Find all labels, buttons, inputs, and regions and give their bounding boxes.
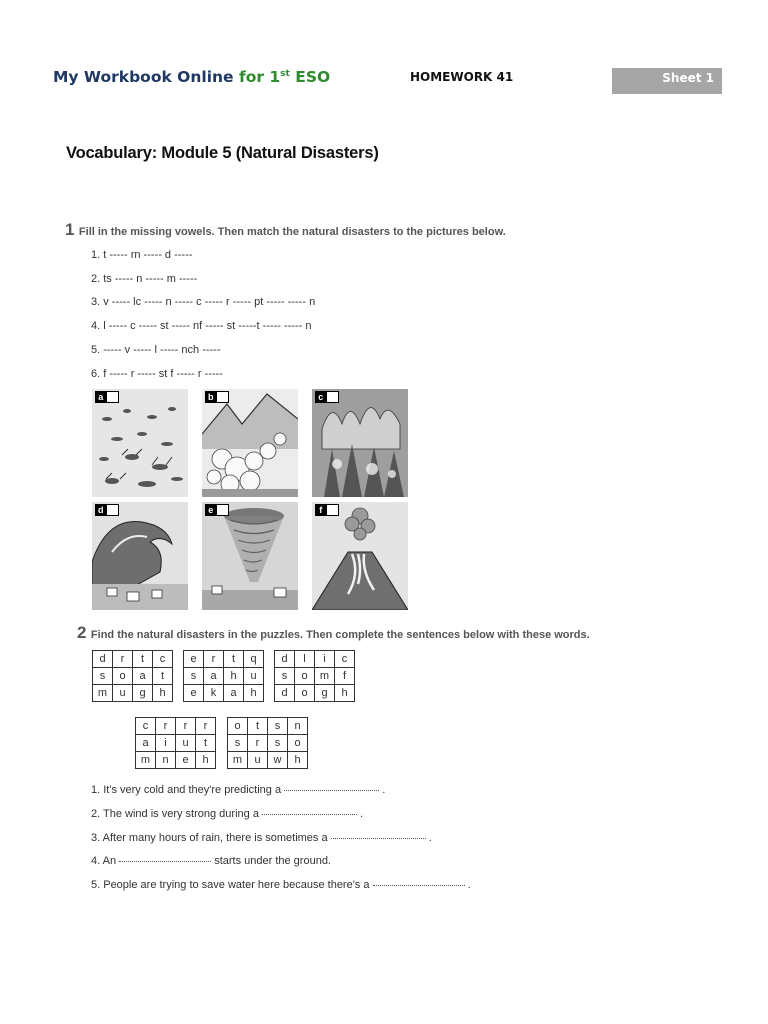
- puzzle-cell: h: [335, 685, 355, 702]
- puzzle-cell: o: [228, 718, 248, 735]
- exercise-2-instruction: Find the natural disasters in the puzzles. Then complete the sentences below with these words.: [90, 629, 590, 641]
- puzzle-cell: i: [315, 651, 335, 668]
- blank-1[interactable]: [284, 790, 379, 791]
- sentence-4-end: starts under the ground.: [211, 855, 331, 867]
- puzzle-cell: r: [113, 651, 133, 668]
- vowel-item-6: 6. f ----- r ----- st f ----- r -----: [91, 368, 223, 380]
- vowel-item-1: 1. t ----- rn ----- d -----: [91, 249, 193, 261]
- puzzle-cell: r: [248, 735, 268, 752]
- vowel-item-3: 3. v ----- lc ----- n ----- c ----- r ----- pt ----- ----- n: [91, 296, 316, 308]
- blank-2[interactable]: [262, 814, 357, 815]
- volcano-picture: [312, 502, 408, 610]
- puzzle-cell: h: [288, 752, 308, 769]
- picture-c-label: c: [315, 391, 339, 403]
- vowel-item-2: 2. ts ----- n ----- m -----: [91, 273, 198, 285]
- exercise-1-instruction: Fill in the missing vowels. Then match the natural disasters to the pictures below.: [78, 226, 506, 238]
- puzzle-cell: n: [288, 718, 308, 735]
- puzzle-cell: s: [268, 718, 288, 735]
- forest-fire-picture: [312, 389, 408, 497]
- sentence-1-text: 1. It's very cold and they're predicting a: [91, 784, 285, 796]
- sentence-3-end: .: [425, 832, 432, 844]
- sentence-5-text: 5. People are trying to save water here because there's a: [91, 879, 373, 891]
- puzzle-cell: e: [184, 685, 204, 702]
- puzzle-5: [227, 717, 308, 769]
- puzzle-cell: t: [133, 651, 153, 668]
- sentence-4: [91, 855, 331, 867]
- puzzle-cell: t: [196, 735, 216, 752]
- puzzle-cell: o: [295, 685, 315, 702]
- puzzle-cell: s: [228, 735, 248, 752]
- page-title: Vocabulary: Module 5 (Natural Disasters): [66, 144, 379, 162]
- puzzle-cell: w: [268, 752, 288, 769]
- sentence-5: [91, 879, 471, 891]
- puzzle-cell: u: [244, 668, 264, 685]
- avalanche-picture: [202, 389, 298, 497]
- puzzle-cell: u: [113, 685, 133, 702]
- sentence-3-text: 3. After many hours of rain, there is sometimes a: [91, 832, 331, 844]
- brand-title: [53, 68, 330, 86]
- puzzle-cell: t: [153, 668, 173, 685]
- brand-part2: for 1: [238, 68, 281, 86]
- exercise-2-heading: [77, 623, 590, 643]
- exercise-1-heading: [65, 220, 506, 240]
- puzzle-2: [183, 650, 264, 702]
- picture-e-label: e: [205, 504, 229, 516]
- blank-4[interactable]: [119, 861, 211, 862]
- puzzle-4: [135, 717, 216, 769]
- puzzle-cell: o: [288, 735, 308, 752]
- puzzle-cell: d: [275, 685, 295, 702]
- puzzle-cell: h: [244, 685, 264, 702]
- exercise-1-number: 1: [65, 220, 75, 239]
- puzzle-cell: a: [136, 735, 156, 752]
- brand-sup: st: [280, 68, 290, 79]
- puzzle-cell: e: [184, 651, 204, 668]
- puzzle-cell: r: [156, 718, 176, 735]
- blank-3[interactable]: [331, 838, 426, 839]
- puzzle-cell: n: [156, 752, 176, 769]
- puzzle-cell: c: [153, 651, 173, 668]
- puzzle-cell: m: [93, 685, 113, 702]
- puzzle-cell: u: [176, 735, 196, 752]
- picture-f-label: f: [315, 504, 339, 516]
- puzzle-cell: h: [224, 668, 244, 685]
- puzzle-cell: f: [335, 668, 355, 685]
- puzzle-cell: h: [196, 752, 216, 769]
- sheet-label: Sheet 1: [612, 68, 722, 94]
- tornado-picture: [202, 502, 298, 610]
- puzzle-cell: s: [268, 735, 288, 752]
- puzzle-cell: a: [133, 668, 153, 685]
- puzzle-cell: d: [93, 651, 113, 668]
- puzzle-cell: s: [93, 668, 113, 685]
- puzzle-cell: g: [315, 685, 335, 702]
- puzzle-cell: h: [153, 685, 173, 702]
- homework-label: HOMEWORK 41: [410, 70, 514, 84]
- sentence-1-end: .: [379, 784, 386, 796]
- puzzle-cell: c: [136, 718, 156, 735]
- puzzle-cell: g: [133, 685, 153, 702]
- blank-5[interactable]: [373, 885, 465, 886]
- puzzle-cell: u: [248, 752, 268, 769]
- sentence-4-text: 4. An: [91, 855, 120, 867]
- puzzle-cell: d: [275, 651, 295, 668]
- sentence-1: [91, 784, 385, 796]
- answer-box-a[interactable]: [106, 391, 119, 403]
- puzzle-cell: o: [295, 668, 315, 685]
- puzzle-cell: r: [204, 651, 224, 668]
- puzzle-cell: i: [156, 735, 176, 752]
- answer-box-f[interactable]: [326, 504, 339, 516]
- sentence-3: [91, 832, 432, 844]
- sentence-2: [91, 808, 363, 820]
- puzzle-cell: k: [204, 685, 224, 702]
- vowel-item-5: 5. ----- v ----- l ----- nch -----: [91, 344, 221, 356]
- puzzle-cell: m: [136, 752, 156, 769]
- picture-a-label: a: [95, 391, 119, 403]
- puzzle-cell: s: [184, 668, 204, 685]
- puzzle-cell: o: [113, 668, 133, 685]
- picture-b-label: b: [205, 391, 229, 403]
- puzzle-cell: s: [275, 668, 295, 685]
- puzzle-cell: m: [315, 668, 335, 685]
- puzzle-cell: m: [228, 752, 248, 769]
- puzzle-cell: a: [224, 685, 244, 702]
- brand-part1: My Workbook Online: [53, 68, 239, 86]
- puzzle-cell: q: [244, 651, 264, 668]
- puzzle-cell: l: [295, 651, 315, 668]
- brand-part3: ESO: [289, 68, 331, 86]
- puzzle-cell: e: [176, 752, 196, 769]
- puzzle-cell: t: [224, 651, 244, 668]
- sentence-2-end: .: [357, 808, 364, 820]
- puzzle-cell: r: [176, 718, 196, 735]
- tsunami-picture: [92, 502, 188, 610]
- answer-box-b[interactable]: [216, 391, 229, 403]
- puzzle-cell: a: [204, 668, 224, 685]
- answer-box-d[interactable]: [106, 504, 119, 516]
- sentence-2-text: 2. The wind is very strong during a: [91, 808, 262, 820]
- picture-d-label: d: [95, 504, 119, 516]
- exercise-2-number: 2: [77, 623, 87, 642]
- puzzle-cell: c: [335, 651, 355, 668]
- vowel-item-4: 4. l ----- c ----- st ----- nf ----- st -----t ----- ----- n: [91, 320, 312, 332]
- puzzle-3: [274, 650, 355, 702]
- puzzle-cell: r: [196, 718, 216, 735]
- answer-box-e[interactable]: [216, 504, 229, 516]
- locust-swarm-picture: [92, 389, 188, 497]
- puzzle-1: [92, 650, 173, 702]
- answer-box-c[interactable]: [326, 391, 339, 403]
- sentence-5-end: .: [464, 879, 471, 891]
- puzzle-cell: t: [248, 718, 268, 735]
